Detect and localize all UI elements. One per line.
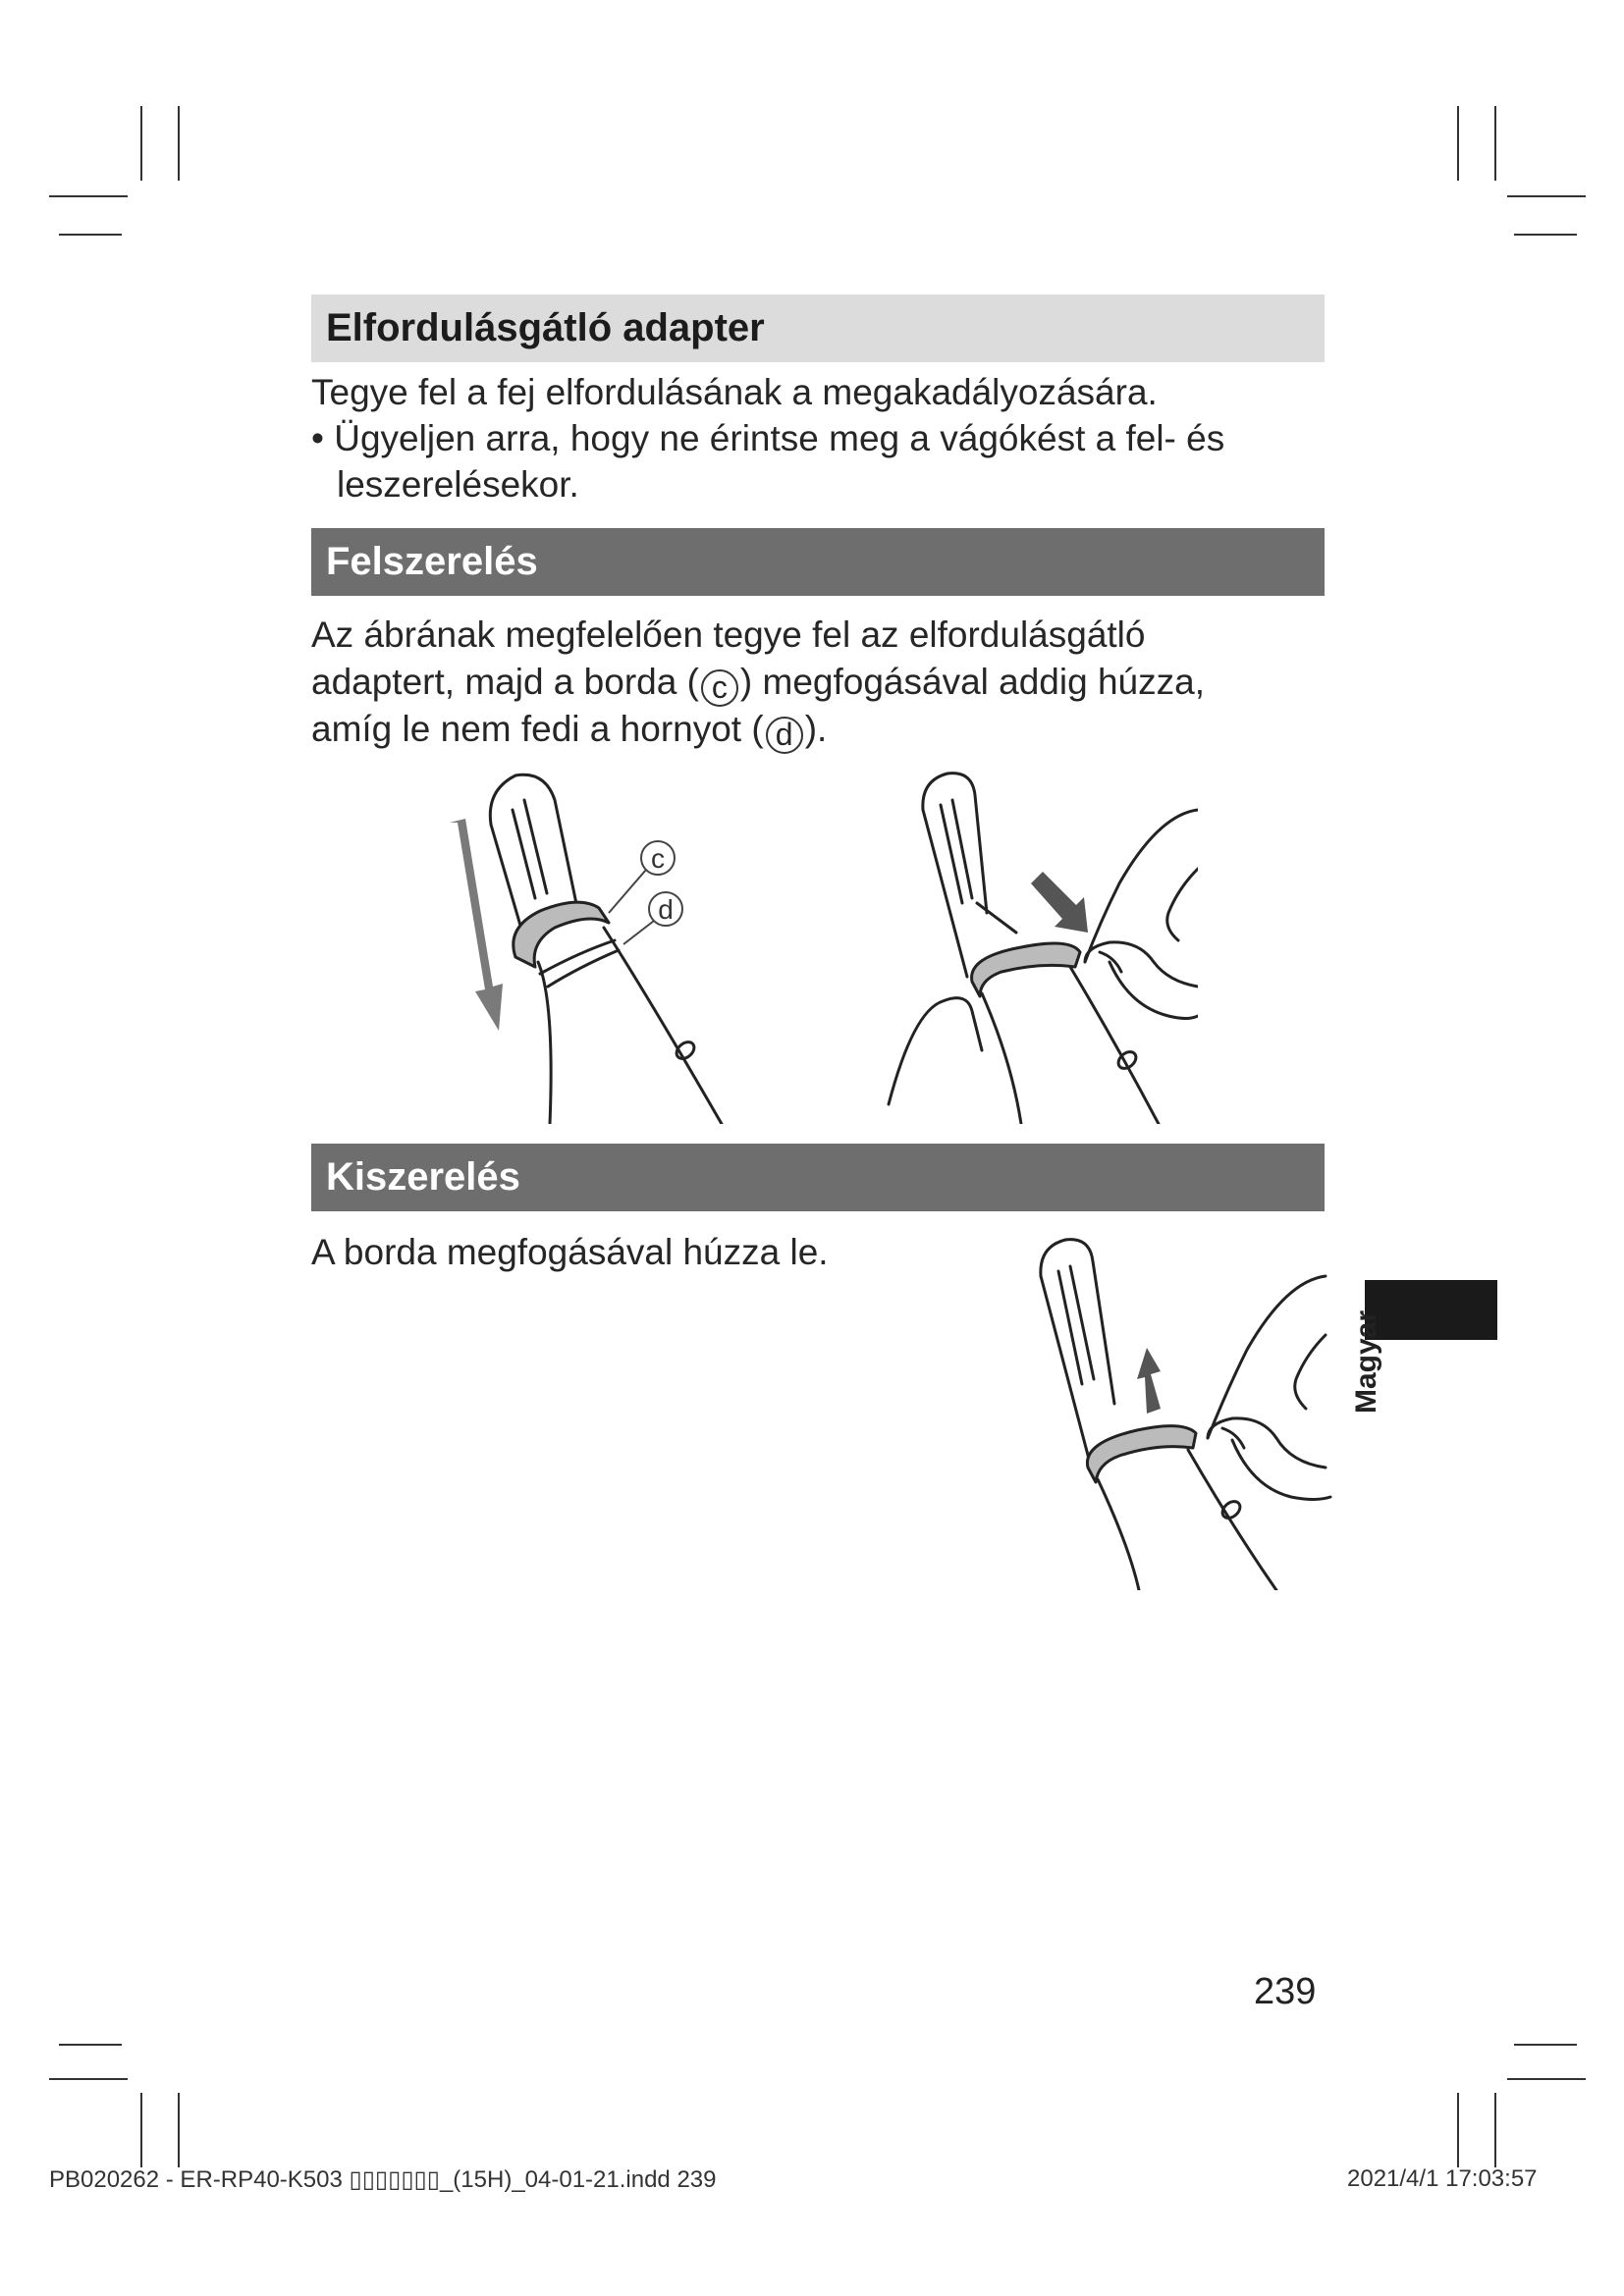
label-d-circle: d — [766, 717, 803, 754]
page-number: 239 — [1254, 1971, 1317, 2012]
illustration-remove — [1021, 1232, 1335, 1590]
text-segment: ). — [804, 709, 828, 749]
install-line-3 — [311, 706, 827, 754]
text-segment: ) megfogásával addig húzza, — [739, 662, 1205, 702]
label-c-circle: c — [701, 669, 738, 707]
bullet-text: Ügyeljen arra, hogy ne érintse meg a vágókést a fel- és — [334, 418, 1225, 458]
remove-text: A borda megfogásával húzza le. — [311, 1232, 829, 1272]
section-heading-adapter — [311, 294, 1325, 362]
footer-file-info: PB020262 - ER-RP40-K503 ▯▯▯▯▯▯▯_(15H)_04-01-21.indd 239 — [49, 2166, 717, 2193]
section-heading-install — [311, 528, 1325, 596]
section-heading-remove — [311, 1144, 1325, 1211]
callout-c: c — [651, 843, 665, 874]
illustration-attach-right — [874, 766, 1198, 1124]
callout-d: d — [658, 894, 674, 925]
text-segment: amíg le nem fedi a hornyot ( — [311, 709, 764, 749]
section-title: Elfordulásgátló adapter — [326, 306, 765, 349]
language-tab-label: Magyar — [1350, 1309, 1382, 1414]
install-line-1: Az ábrának megfelelően tegye fel az elfordulásgátló — [311, 614, 1146, 655]
bullet-continuation: leszerelésekor. — [337, 464, 579, 505]
footer-timestamp: 2021/4/1 17:03:57 — [1347, 2165, 1538, 2192]
bullet-marker: • — [311, 418, 324, 458]
section-title: Kiszerelés — [326, 1155, 520, 1199]
bullet-line — [311, 415, 1224, 462]
intro-text: Tegye fel a fej elfordulásának a megakadályozására. — [311, 372, 1158, 412]
section-title: Felszerelés — [326, 540, 538, 583]
install-line-2 — [311, 659, 1205, 707]
text-segment: adaptert, majd a borda ( — [311, 662, 699, 702]
illustration-attach-left — [432, 766, 756, 1124]
